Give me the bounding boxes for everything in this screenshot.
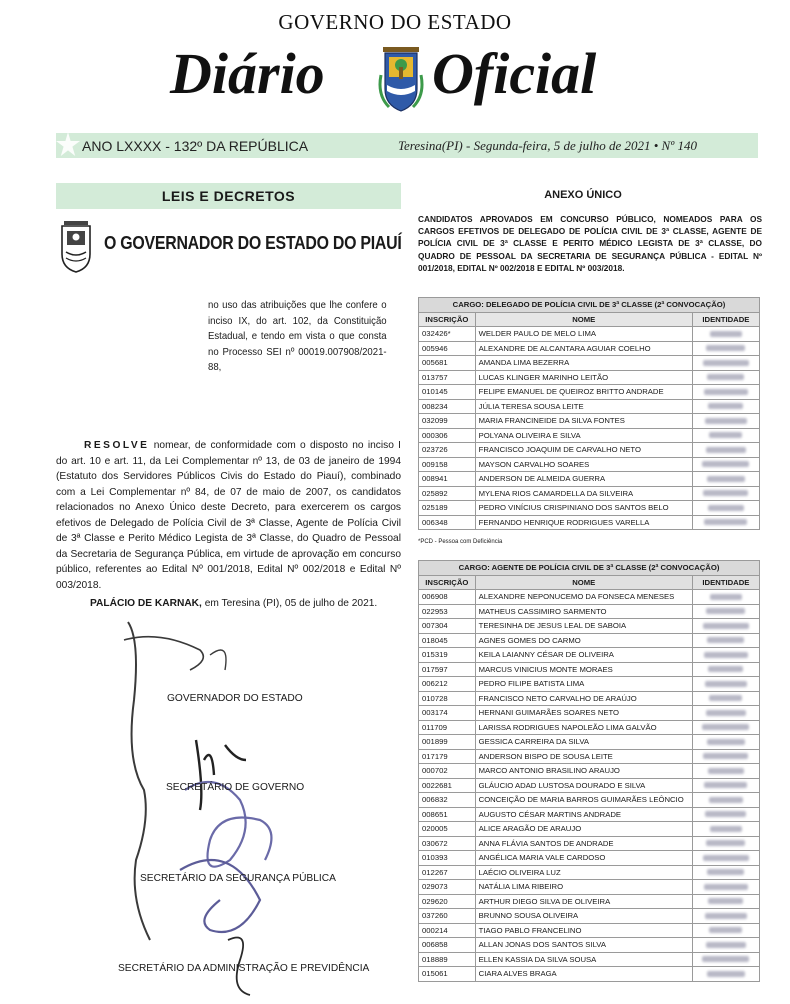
nome-cell: LARISSA RODRIGUES NAPOLEÃO LIMA GALVÃO bbox=[475, 720, 692, 735]
inscricao-cell: 000702 bbox=[419, 764, 476, 779]
nome-cell: AMANDA LIMA BEZERRA bbox=[475, 356, 692, 371]
nome-cell: MAYSON CARVALHO SOARES bbox=[475, 457, 692, 472]
identidade-cell-redacted bbox=[692, 909, 759, 924]
redacted-blur bbox=[704, 519, 747, 525]
edition-date-text: Teresina(PI) - Segunda-feira, 5 de julho de 2021 • Nº 140 bbox=[398, 138, 697, 153]
inscricao-cell: 029073 bbox=[419, 880, 476, 895]
redacted-blur bbox=[704, 652, 748, 658]
table-row bbox=[419, 778, 760, 793]
redacted-blur bbox=[703, 360, 749, 366]
table-row bbox=[419, 952, 760, 967]
section-title: LEIS E DECRETOS bbox=[161, 188, 296, 204]
table-row bbox=[419, 677, 760, 692]
redacted-blur bbox=[706, 608, 745, 614]
identidade-cell-redacted bbox=[692, 894, 759, 909]
redacted-blur bbox=[709, 797, 743, 803]
redacted-blur bbox=[708, 768, 744, 774]
column-header-inscricao: INSCRIÇÃO bbox=[419, 575, 476, 590]
redacted-blur bbox=[702, 956, 749, 962]
table-row bbox=[419, 457, 760, 472]
governor-seal-icon bbox=[58, 220, 94, 274]
nome-cell: FRANCISCO JOAQUIM DE CARVALHO NETO bbox=[475, 443, 692, 458]
identidade-cell-redacted bbox=[692, 851, 759, 866]
inscricao-cell: 008234 bbox=[419, 399, 476, 414]
table-row bbox=[419, 967, 760, 982]
identidade-cell-redacted bbox=[692, 399, 759, 414]
identidade-cell-redacted bbox=[692, 764, 759, 779]
identidade-cell-redacted bbox=[692, 706, 759, 721]
nome-cell: ANGÉLICA MARIA VALE CARDOSO bbox=[475, 851, 692, 866]
table-row bbox=[419, 662, 760, 677]
inscricao-cell: 011709 bbox=[419, 720, 476, 735]
inscricao-cell: 022953 bbox=[419, 604, 476, 619]
nome-cell: GLÁUCIO ADAD LUSTOSA DOURADO E SILVA bbox=[475, 778, 692, 793]
column-header-nome: NOME bbox=[475, 575, 692, 590]
nome-cell: ALLAN JONAS DOS SANTOS SILVA bbox=[475, 938, 692, 953]
inscricao-cell: 000214 bbox=[419, 923, 476, 938]
inscricao-cell: 032099 bbox=[419, 414, 476, 429]
table-row bbox=[419, 793, 760, 808]
column-header-identidade: IDENTIDADE bbox=[692, 575, 759, 590]
nome-cell: ANDERSON BISPO DE SOUSA LEITE bbox=[475, 749, 692, 764]
newspaper-header-government: GOVERNO DO ESTADO bbox=[278, 10, 512, 34]
nome-cell: HERNANI GUIMARÃES SOARES NETO bbox=[475, 706, 692, 721]
decree-place-date bbox=[90, 598, 377, 609]
identidade-cell-redacted bbox=[692, 778, 759, 793]
inscricao-cell: 025189 bbox=[419, 501, 476, 516]
inscricao-cell: 007304 bbox=[419, 619, 476, 634]
column-header-nome: NOME bbox=[475, 312, 692, 327]
inscricao-cell: 006832 bbox=[419, 793, 476, 808]
table-row bbox=[419, 691, 760, 706]
redacted-blur bbox=[707, 739, 745, 745]
governor-heading: O GOVERNADOR DO ESTADO DO PIAUÍ bbox=[104, 232, 402, 253]
inscricao-cell: 030672 bbox=[419, 836, 476, 851]
edition-year-text: ANO LXXXX - 132º DA REPÚBLICA bbox=[82, 138, 309, 154]
redacted-blur bbox=[709, 432, 742, 438]
table-row bbox=[419, 341, 760, 356]
identidade-cell-redacted bbox=[692, 807, 759, 822]
signature-government-secretary: SECRETÁRIO DE GOVERNO bbox=[166, 782, 305, 793]
table-row bbox=[419, 590, 760, 605]
table-row bbox=[419, 356, 760, 371]
nome-cell: LAÉCIO OLIVEIRA LUZ bbox=[475, 865, 692, 880]
redacted-blur bbox=[703, 855, 749, 861]
inscricao-cell: 013757 bbox=[419, 370, 476, 385]
table-row bbox=[419, 619, 760, 634]
identidade-cell-redacted bbox=[692, 457, 759, 472]
table-row bbox=[419, 880, 760, 895]
redacted-blur bbox=[705, 418, 747, 424]
inscricao-cell: 005681 bbox=[419, 356, 476, 371]
nome-cell: FELIPE EMANUEL DE QUEIROZ BRITTO ANDRADE bbox=[475, 385, 692, 400]
nome-cell: MYLENA RIOS CAMARDELLA DA SILVEIRA bbox=[475, 486, 692, 501]
table-row bbox=[419, 501, 760, 516]
table-row bbox=[419, 894, 760, 909]
nome-cell: GESSICA CARREIRA DA SILVA bbox=[475, 735, 692, 750]
identidade-cell-redacted bbox=[692, 590, 759, 605]
inscricao-cell: 000306 bbox=[419, 428, 476, 443]
redacted-blur bbox=[704, 782, 747, 788]
nome-cell: AGNES GOMES DO CARMO bbox=[475, 633, 692, 648]
nome-cell: FERNANDO HENRIQUE RODRIGUES VARELLA bbox=[475, 515, 692, 530]
inscricao-cell: 006348 bbox=[419, 515, 476, 530]
inscricao-cell: 008651 bbox=[419, 807, 476, 822]
identidade-cell-redacted bbox=[692, 720, 759, 735]
nome-cell: TIAGO PABLO FRANCELINO bbox=[475, 923, 692, 938]
identidade-cell-redacted bbox=[692, 749, 759, 764]
redacted-blur bbox=[708, 666, 743, 672]
inscricao-cell: 005946 bbox=[419, 341, 476, 356]
nome-cell: MARIA FRANCINEIDE DA SILVA FONTES bbox=[475, 414, 692, 429]
table-row bbox=[419, 706, 760, 721]
identidade-cell-redacted bbox=[692, 967, 759, 982]
table-row bbox=[419, 938, 760, 953]
redacted-blur bbox=[702, 461, 749, 467]
nome-cell: JÚLIA TERESA SOUSA LEITE bbox=[475, 399, 692, 414]
identidade-cell-redacted bbox=[692, 370, 759, 385]
redacted-blur bbox=[706, 345, 745, 351]
redacted-blur bbox=[708, 505, 744, 511]
redacted-blur bbox=[703, 490, 748, 496]
nome-cell: ELLEN KASSIA DA SILVA SOUSA bbox=[475, 952, 692, 967]
redacted-blur bbox=[709, 927, 742, 933]
identidade-cell-redacted bbox=[692, 515, 759, 530]
identidade-cell-redacted bbox=[692, 341, 759, 356]
nome-cell: MATHEUS CASSIMIRO SARMENTO bbox=[475, 604, 692, 619]
inscricao-cell: 009158 bbox=[419, 457, 476, 472]
table-row bbox=[419, 720, 760, 735]
table-row bbox=[419, 399, 760, 414]
identidade-cell-redacted bbox=[692, 822, 759, 837]
resolve-keyword: RESOLVE bbox=[84, 440, 150, 451]
identidade-cell-redacted bbox=[692, 662, 759, 677]
inscricao-cell: 010393 bbox=[419, 851, 476, 866]
column-header-inscricao: INSCRIÇÃO bbox=[419, 312, 476, 327]
table-row bbox=[419, 428, 760, 443]
table-caption: CARGO: AGENTE DE POLÍCIA CIVIL DE 3ª CLASSE (2ª CONVOCAÇÃO) bbox=[419, 561, 760, 576]
identidade-cell-redacted bbox=[692, 691, 759, 706]
inscricao-cell: 003174 bbox=[419, 706, 476, 721]
inscricao-cell: 017179 bbox=[419, 749, 476, 764]
nome-cell: CIARA ALVES BRAGA bbox=[475, 967, 692, 982]
inscricao-cell: 006858 bbox=[419, 938, 476, 953]
identidade-cell-redacted bbox=[692, 648, 759, 663]
table-row bbox=[419, 515, 760, 530]
nome-cell: MARCO ANTONIO BRASILINO ARAUJO bbox=[475, 764, 692, 779]
redacted-blur bbox=[707, 971, 745, 977]
table-row bbox=[419, 370, 760, 385]
identidade-cell-redacted bbox=[692, 923, 759, 938]
identidade-cell-redacted bbox=[692, 604, 759, 619]
nome-cell: MARCUS VINICIUS MONTE MORAES bbox=[475, 662, 692, 677]
redacted-blur bbox=[704, 884, 748, 890]
redacted-blur bbox=[708, 403, 743, 409]
redacted-blur bbox=[706, 710, 746, 716]
inscricao-cell: 017597 bbox=[419, 662, 476, 677]
redacted-blur bbox=[702, 724, 749, 730]
inscricao-cell: 025892 bbox=[419, 486, 476, 501]
annex-title: ANEXO ÚNICO bbox=[544, 189, 622, 201]
redacted-blur bbox=[708, 898, 743, 904]
table-row bbox=[419, 648, 760, 663]
identidade-cell-redacted bbox=[692, 619, 759, 634]
table-row bbox=[419, 764, 760, 779]
table-row bbox=[419, 385, 760, 400]
identidade-cell-redacted bbox=[692, 938, 759, 953]
nome-cell: ARTHUR DIEGO SILVA DE OLIVEIRA bbox=[475, 894, 692, 909]
identidade-cell-redacted bbox=[692, 327, 759, 342]
table-row bbox=[419, 865, 760, 880]
redacted-blur bbox=[710, 331, 742, 337]
table-row bbox=[419, 327, 760, 342]
identidade-cell-redacted bbox=[692, 880, 759, 895]
annex-description: CANDIDATOS APROVADOS EM CONCURSO PÚBLICO, NOMEADOS PARA OS CARGOS EFETIVOS DE DELEGADO DE POLÍCIA CIVIL DE 3ª CLASSE, AGENTE DE POLÍCIA CIVIL DE 3ª CLASSE E PERITO MÉDICO LEGISTA DE 3ª CLASSE, DO QUADRO DE PESSOAL DA SECRETARIA DE SEGURANÇA PÚBLICA - EDITAL Nº 001/2018, EDITAL Nº 002/2018 E EDITAL Nº 003/2018. bbox=[418, 214, 762, 273]
delegado-table bbox=[418, 297, 760, 530]
identidade-cell-redacted bbox=[692, 633, 759, 648]
redacted-blur bbox=[707, 637, 744, 643]
inscricao-cell: 006212 bbox=[419, 677, 476, 692]
redacted-blur bbox=[703, 753, 748, 759]
signature-governor: GOVERNADOR DO ESTADO bbox=[167, 693, 303, 704]
inscricao-cell: 032426* bbox=[419, 327, 476, 342]
redacted-blur bbox=[709, 695, 742, 701]
nome-cell: FRANCISCO NETO CARVALHO DE ARAÚJO bbox=[475, 691, 692, 706]
newspaper-title-left: Diário bbox=[170, 41, 325, 106]
identidade-cell-redacted bbox=[692, 486, 759, 501]
redacted-blur bbox=[706, 840, 745, 846]
decree-resolution bbox=[56, 438, 401, 593]
inscricao-cell: 015061 bbox=[419, 967, 476, 982]
nome-cell: AUGUSTO CÉSAR MARTINS ANDRADE bbox=[475, 807, 692, 822]
identidade-cell-redacted bbox=[692, 428, 759, 443]
identidade-cell-redacted bbox=[692, 793, 759, 808]
inscricao-cell: 023726 bbox=[419, 443, 476, 458]
redacted-blur bbox=[706, 942, 746, 948]
redacted-blur bbox=[710, 594, 742, 600]
inscricao-cell: 010145 bbox=[419, 385, 476, 400]
redacted-blur bbox=[705, 811, 746, 817]
redacted-blur bbox=[710, 826, 742, 832]
signature-security-secretary: SECRETÁRIO DA SEGURANÇA PÚBLICA bbox=[140, 873, 336, 884]
redacted-blur bbox=[707, 869, 744, 875]
identidade-cell-redacted bbox=[692, 865, 759, 880]
inscricao-cell: 020005 bbox=[419, 822, 476, 837]
inscricao-cell: 001899 bbox=[419, 735, 476, 750]
table-row bbox=[419, 822, 760, 837]
identidade-cell-redacted bbox=[692, 501, 759, 516]
newspaper-title-right: Oficial bbox=[432, 41, 597, 106]
redacted-blur bbox=[705, 681, 747, 687]
identidade-cell-redacted bbox=[692, 356, 759, 371]
inscricao-cell: 015319 bbox=[419, 648, 476, 663]
nome-cell: ANNA FLÁVIA SANTOS DE ANDRADE bbox=[475, 836, 692, 851]
state-crest-icon bbox=[377, 45, 425, 113]
signature-administration-secretary: SECRETÁRIO DA ADMINISTRAÇÃO E PREVIDÊNCIA bbox=[118, 963, 370, 974]
nome-cell: ANDERSON DE ALMEIDA GUERRA bbox=[475, 472, 692, 487]
redacted-blur bbox=[706, 447, 746, 453]
redacted-blur bbox=[703, 623, 749, 629]
inscricao-cell: 006908 bbox=[419, 590, 476, 605]
inscricao-cell: 008941 bbox=[419, 472, 476, 487]
identidade-cell-redacted bbox=[692, 952, 759, 967]
table-row bbox=[419, 486, 760, 501]
redacted-blur bbox=[707, 476, 745, 482]
nome-cell: NATÁLIA LIMA RIBEIRO bbox=[475, 880, 692, 895]
table-row bbox=[419, 909, 760, 924]
identidade-cell-redacted bbox=[692, 836, 759, 851]
nome-cell: ALICE ARAGÃO DE ARAUJO bbox=[475, 822, 692, 837]
redacted-blur bbox=[704, 389, 748, 395]
inscricao-cell: 029620 bbox=[419, 894, 476, 909]
palace-name: PALÁCIO DE KARNAK, bbox=[90, 598, 202, 609]
table-row bbox=[419, 633, 760, 648]
table-row bbox=[419, 735, 760, 750]
table-row bbox=[419, 923, 760, 938]
identidade-cell-redacted bbox=[692, 472, 759, 487]
nome-cell: WELDER PAULO DE MELO LIMA bbox=[475, 327, 692, 342]
nome-cell: PEDRO VINÍCIUS CRISPINIANO DOS SANTOS BELO bbox=[475, 501, 692, 516]
nome-cell: ALEXANDRE NEPONUCEMO DA FONSECA MENESES bbox=[475, 590, 692, 605]
inscricao-cell: 018889 bbox=[419, 952, 476, 967]
pcd-footnote: *PCD - Pessoa com Deficiência bbox=[418, 539, 503, 545]
inscricao-cell: 010728 bbox=[419, 691, 476, 706]
identidade-cell-redacted bbox=[692, 735, 759, 750]
table-row bbox=[419, 604, 760, 619]
inscricao-cell: 037260 bbox=[419, 909, 476, 924]
nome-cell: POLYANA OLIVEIRA E SILVA bbox=[475, 428, 692, 443]
decree-preamble: no uso das atribuições que lhe confere o inciso IX, do art. 102, da Constituição Estadual, e tendo em vista o que consta no Processo SEI nº 00019.007908/2021-88, bbox=[208, 300, 387, 373]
column-header-identidade: IDENTIDADE bbox=[692, 312, 759, 327]
table-row bbox=[419, 414, 760, 429]
nome-cell: CONCEIÇÃO DE MARIA BARROS GUIMARÃES LEÔNCIO bbox=[475, 793, 692, 808]
inscricao-cell: 018045 bbox=[419, 633, 476, 648]
table-row bbox=[419, 807, 760, 822]
table-row bbox=[419, 851, 760, 866]
nome-cell: BRUNNO SOUSA OLIVEIRA bbox=[475, 909, 692, 924]
nome-cell: LUCAS KLINGER MARINHO LEITÃO bbox=[475, 370, 692, 385]
table-caption: CARGO: DELEGADO DE POLÍCIA CIVIL DE 3ª CLASSE (2ª CONVOCAÇÃO) bbox=[419, 298, 760, 313]
nome-cell: TERESINHA DE JESUS LEAL DE SABOIA bbox=[475, 619, 692, 634]
identidade-cell-redacted bbox=[692, 385, 759, 400]
place-date-text: em Teresina (PI), 05 de julho de 2021. bbox=[201, 598, 378, 609]
inscricao-cell: 0022681 bbox=[419, 778, 476, 793]
nome-cell: PEDRO FILIPE BATISTA LIMA bbox=[475, 677, 692, 692]
agente-table bbox=[418, 560, 760, 982]
resolution-text: nomear, de conformidade com o disposto no inciso I do art. 10 e art. 11, da Lei Complementar nº 13, de 03 de janeiro de 1994 (Estatuto dos Servidores Públicos Civis do Estado do Piauí), combinado com a Lei Complementar nº 84, de 07 de maio de 2007, os candidatos relacionados no Anexo Único deste Decreto, para exercerem os cargos efetivos de Delegado de Polícia Civil de 3ª Classe, Agente de Polícia Civil de 3ª Classe e Perito Médico Legista de 3ª Classe, do Quadro de Pessoal da Secretaria de Segurança Pública, em virtude de aprovação em concurso público, referentes ao Edital Nº 001/2018, Edital Nº 002/2018 e Edital Nº 003/2018. bbox=[56, 440, 401, 591]
table-row bbox=[419, 836, 760, 851]
nome-cell: ALEXANDRE DE ALCANTARA AGUIAR COELHO bbox=[475, 341, 692, 356]
identidade-cell-redacted bbox=[692, 443, 759, 458]
identidade-cell-redacted bbox=[692, 677, 759, 692]
table-row bbox=[419, 443, 760, 458]
table-row bbox=[419, 472, 760, 487]
table-row bbox=[419, 749, 760, 764]
redacted-blur bbox=[707, 374, 744, 380]
identidade-cell-redacted bbox=[692, 414, 759, 429]
inscricao-cell: 012267 bbox=[419, 865, 476, 880]
nome-cell: KEILA LAIANNY CÉSAR DE OLIVEIRA bbox=[475, 648, 692, 663]
star-icon bbox=[56, 128, 80, 162]
redacted-blur bbox=[705, 913, 747, 919]
